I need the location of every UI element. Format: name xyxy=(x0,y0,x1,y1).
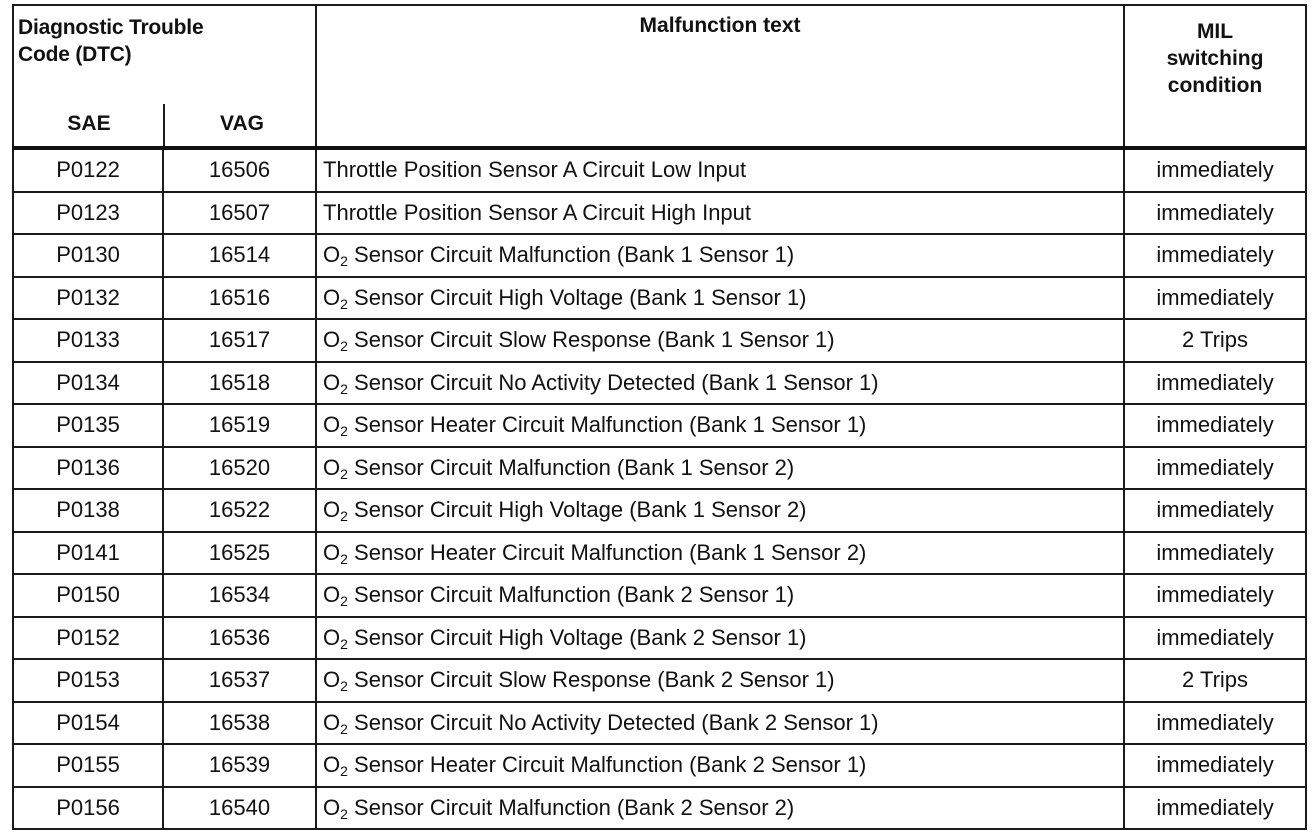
vag-cell: 16525 xyxy=(163,532,316,575)
table-row xyxy=(13,532,1306,575)
sae-cell: P0135 xyxy=(13,404,163,447)
sae-cell: P0134 xyxy=(13,362,163,405)
vag-cell: 16536 xyxy=(163,617,316,660)
mil-condition-header: MIL switching condition xyxy=(1124,5,1306,148)
vag-cell: 16507 xyxy=(163,192,316,235)
malfunction-text-cell: $O_2$ Sensor Heater Circuit Malfunction (Bank 1 Sensor 2) xyxy=(316,532,1124,575)
malfunction-text-cell: Throttle Position Sensor A Circuit Low Input xyxy=(316,148,1124,192)
table-row xyxy=(13,744,1306,787)
sae-cell: P0153 xyxy=(13,659,163,702)
table-row xyxy=(13,404,1306,447)
vag-cell: 16514 xyxy=(163,234,316,277)
malfunction-text-cell: $O_2$ Sensor Circuit No Activity Detected (Bank 1 Sensor 1) xyxy=(316,362,1124,405)
malfunction-text-cell: $O_2$ Sensor Circuit Malfunction (Bank 2 Sensor 1) xyxy=(316,574,1124,617)
mil-condition-cell: 2 Trips xyxy=(1124,659,1306,702)
sae-column-header: SAE xyxy=(67,112,111,135)
malfunction-text-cell: $O_2$ Sensor Circuit High Voltage (Bank 2 Sensor 1) xyxy=(316,617,1124,660)
table-row xyxy=(13,192,1306,235)
malfunction-text-cell: Throttle Position Sensor A Circuit High Input xyxy=(316,192,1124,235)
vag-cell: 16538 xyxy=(163,702,316,745)
mil-condition-cell: immediately xyxy=(1124,574,1306,617)
mil-condition-cell: immediately xyxy=(1124,234,1306,277)
dtc-header-cell xyxy=(13,5,316,148)
table-row xyxy=(13,617,1306,660)
sae-cell: P0133 xyxy=(13,319,163,362)
malfunction-text-cell: $O_2$ Sensor Circuit No Activity Detected (Bank 2 Sensor 1) xyxy=(316,702,1124,745)
mil-condition-cell: immediately xyxy=(1124,192,1306,235)
mil-condition-cell: immediately xyxy=(1124,702,1306,745)
table-row xyxy=(13,574,1306,617)
header-row xyxy=(13,5,1306,148)
sae-cell: P0130 xyxy=(13,234,163,277)
malfunction-text-cell: $O_2$ Sensor Circuit Malfunction (Bank 1 Sensor 1) xyxy=(316,234,1124,277)
table-row xyxy=(13,234,1306,277)
malfunction-text-cell: $O_2$ Sensor Heater Circuit Malfunction (Bank 2 Sensor 1) xyxy=(316,744,1124,787)
sae-cell: P0156 xyxy=(13,787,163,830)
table-body xyxy=(13,148,1306,829)
mil-condition-cell: immediately xyxy=(1124,148,1306,192)
vag-cell: 16522 xyxy=(163,489,316,532)
malfunction-text-cell: $O_2$ Sensor Heater Circuit Malfunction (Bank 1 Sensor 1) xyxy=(316,404,1124,447)
malfunction-text-cell: $O_2$ Sensor Circuit High Voltage (Bank 1 Sensor 1) xyxy=(316,277,1124,320)
mil-condition-cell: immediately xyxy=(1124,489,1306,532)
table-row xyxy=(13,489,1306,532)
malfunction-text-cell: $O_2$ Sensor Circuit Malfunction (Bank 2 Sensor 2) xyxy=(316,787,1124,830)
table-row xyxy=(13,787,1306,830)
dtc-table xyxy=(12,4,1307,830)
vag-cell: 16517 xyxy=(163,319,316,362)
table-row xyxy=(13,148,1306,192)
table-row xyxy=(13,362,1306,405)
mil-condition-cell: 2 Trips xyxy=(1124,319,1306,362)
mil-condition-cell: immediately xyxy=(1124,532,1306,575)
vag-cell: 16516 xyxy=(163,277,316,320)
sae-cell: P0154 xyxy=(13,702,163,745)
mil-condition-cell: immediately xyxy=(1124,787,1306,830)
table-row xyxy=(13,447,1306,490)
sae-cell: P0152 xyxy=(13,617,163,660)
sae-cell: P0138 xyxy=(13,489,163,532)
sub-header-divider xyxy=(163,104,165,146)
sae-cell: P0123 xyxy=(13,192,163,235)
mil-condition-cell: immediately xyxy=(1124,447,1306,490)
vag-cell: 16534 xyxy=(163,574,316,617)
sae-cell: P0150 xyxy=(13,574,163,617)
sae-cell: P0136 xyxy=(13,447,163,490)
vag-cell: 16540 xyxy=(163,787,316,830)
mil-condition-cell: immediately xyxy=(1124,277,1306,320)
sae-cell: P0155 xyxy=(13,744,163,787)
dtc-group-header: Diagnostic Trouble Code (DTC) xyxy=(18,16,204,66)
malfunction-text-cell: $O_2$ Sensor Circuit Slow Response (Bank 2 Sensor 1) xyxy=(316,659,1124,702)
vag-cell: 16537 xyxy=(163,659,316,702)
sae-cell: P0141 xyxy=(13,532,163,575)
mil-condition-cell: immediately xyxy=(1124,617,1306,660)
malfunction-text-cell: $O_2$ Sensor Circuit Slow Response (Bank 1 Sensor 1) xyxy=(316,319,1124,362)
mil-condition-cell: immediately xyxy=(1124,362,1306,405)
malfunction-text-cell: $O_2$ Sensor Circuit High Voltage (Bank 1 Sensor 2) xyxy=(316,489,1124,532)
table-row xyxy=(13,702,1306,745)
mil-condition-cell: immediately xyxy=(1124,744,1306,787)
malfunction-text-cell: $O_2$ Sensor Circuit Malfunction (Bank 1 Sensor 2) xyxy=(316,447,1124,490)
table-row xyxy=(13,659,1306,702)
sae-cell: P0132 xyxy=(13,277,163,320)
vag-cell: 16520 xyxy=(163,447,316,490)
vag-cell: 16539 xyxy=(163,744,316,787)
vag-column-header: VAG xyxy=(220,112,264,135)
table-row xyxy=(13,319,1306,362)
mil-condition-cell: immediately xyxy=(1124,404,1306,447)
vag-cell: 16506 xyxy=(163,148,316,192)
vag-cell: 16519 xyxy=(163,404,316,447)
malfunction-text-header: Malfunction text xyxy=(316,5,1124,148)
sae-cell: P0122 xyxy=(13,148,163,192)
vag-cell: 16518 xyxy=(163,362,316,405)
table-row xyxy=(13,277,1306,320)
